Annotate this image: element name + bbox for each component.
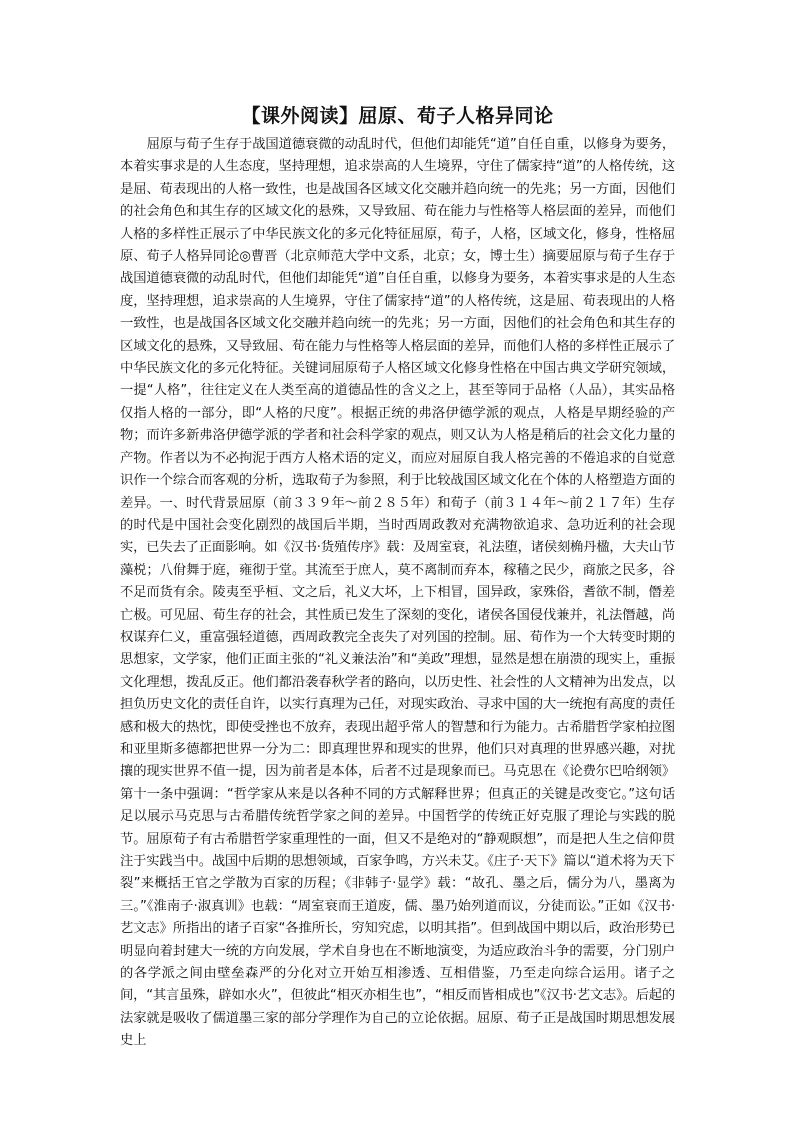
document-page — [120, 103, 675, 1053]
document-title: 【课外阅读】屈原、荀子人格异同论 — [241, 105, 554, 127]
document-body: 屈原与荀子生存于战国道德衰微的动乱时代，但他们却能凭“道”自任自重，以修身为要务，本着实事求是的人生态度，坚持理想，追求崇高的人生境界，守住了儒家持“道”的人格传统，这是屈、荀表现出的人格一致性，也是战国各区域文化交融并趋向统一的先兆；另一方面，因他们的社会角色和其生存的区域文化的悬殊，又导致屈、荀在能力与性格等人格层面的差异，而他们人格的多样性正展示了中华民族文化的多元化特征屈原，荀子，人格，区域文化，修身，性格屈原、荀子人格异同论◎曹晋（北京师范大学中文系，北京；女，博士生）摘要屈原与荀子生存于战国道德衰微的动乱时代，但他们却能凭“道”自任自重，以修身为要务，本着实事求是的人生态度，坚持理想，追求崇高的人生境界，守住了儒家持“道”的人格传统，这是屈、荀表现出的人格一致性，也是战国各区域文化交融并趋向统一的先兆；另一方面，因他们的社会角色和其生存的区域文化的悬殊，又导致屈、荀在能力与性格等人格层面的差异，而他们人格的多样性正展示了中华民族文化的多元化特征。关键词屈原荀子人格区域文化修身性格在中国古典文学研究领域，一提“人格”，往往定义在人类至高的道德品性的含义之上，甚至等同于品格（人品），其实品格仅指人格的一部分，即“人格的尺度”。根据正统的弗洛伊德学派的观点，人格是早期经验的产物；而许多新弗洛伊德学派的学者和社会科学家的观点，则又认为人格是稍后的社会文化力量的产物。作者以为不必拘泥于西方人格术语的定义，而应对屈原自我人格完善的不倦追求的自觉意识作一个综合而客观的分析，选取荀子为参照，利于比较战国区域文化在个体的人格塑造方面的差异。一、时代背景屈原（前３３９年～前２８５年）和荀子（前３１４年～前２１７年）生存的时代是中国社会变化剧烈的战国后半期，当时西周政教对充满物欲追求、急功近利的社会现实，已失去了正面影响。如《汉书·货殖传序》载：及周室衰，礼法堕，诸侯刻桷丹楹，大夫山节藻棁；八佾舞于庭，雍彻于堂。其流至于庶人，莫不离制而弃本，稼穑之民少，商旅之民多，谷不足而货有余。陵夷至乎桓、文之后，礼义大坏，上下相冒，国异政，家殊俗，耆欲不制，僭差亡极。可见屈、荀生存的社会，其性质已发生了深刻的变化，诸侯各国侵伐兼并，礼法僭越，尚权谋弃仁义，重富强轻道德，西周政教完全丧失了对列国的控制。屈、荀作为一个大转变时期的思想家，文学家，他们正面主张的“礼义兼法治”和“美政”理想，显然是想在崩溃的现实上，重振文化理想，拨乱反正。他们都沿袭春秋学者的路向，以历史性、社会性的人文精神为出发点，以担负历史文化的责任自许，以实行真理为己任，对现实政治、寻求中国的大一统抱有高度的责任感和极大的热忱，即使受挫也不放弃，表现出超乎常人的智慧和行为能力。古希腊哲学家柏拉图和亚里斯多德都把世界一分为二：即真理世界和现实的世界，他们只对真理的世界感兴趣，对扰攘的现实世界不值一提，因为前者是本体，后者不过是现象而已。马克思在《论费尔巴哈纲领》第十一条中强调：“哲学家从来是以各种不同的方式解释世界；但真正的关键是改变它。”这句话足以展示马克思与古希腊传统哲学家之间的差异。中国哲学的传统正好克服了理论与实践的脱节。屈原荀子有古希腊哲学家重理性的一面，但又不是绝对的“静观瞑想”，而是把人生之信仰贯注于实践当中。战国中后期的思想领域，百家争鸣，方兴未艾。《庄子·天下》篇以“道术将为天下裂”来概括王官之学散为百家的历程；《非韩子·显学》载：“故孔、墨之后，儒分为八，墨离为三。”《淮南子·淑真训》也载：“周室衰而王道废，儒、墨乃始列道而议，分徒而讼。”正如《汉书·艺文志》所指出的诸子百家“各推所长，穷知究虑，以明其指”。但到战国中期以后，政治形势已明显向着封建大一统的方向发展，学术自身也在不断地演变，为适应政治斗争的需要，分门别户的各学派之间由壁垒森严的分化对立开始互相渗透、互相借鉴，乃至走向综合运用。诸子之间，“其言虽殊，辟如水火”，但彼此“相灭亦相生也”，“相反而皆相成也”《汉书·艺文志》。后起的法家就是吸收了儒道墨三家的部分学理作为自己的立论依据。屈原、荀子正是战国时期思想发展史上 — [120, 137, 675, 1049]
